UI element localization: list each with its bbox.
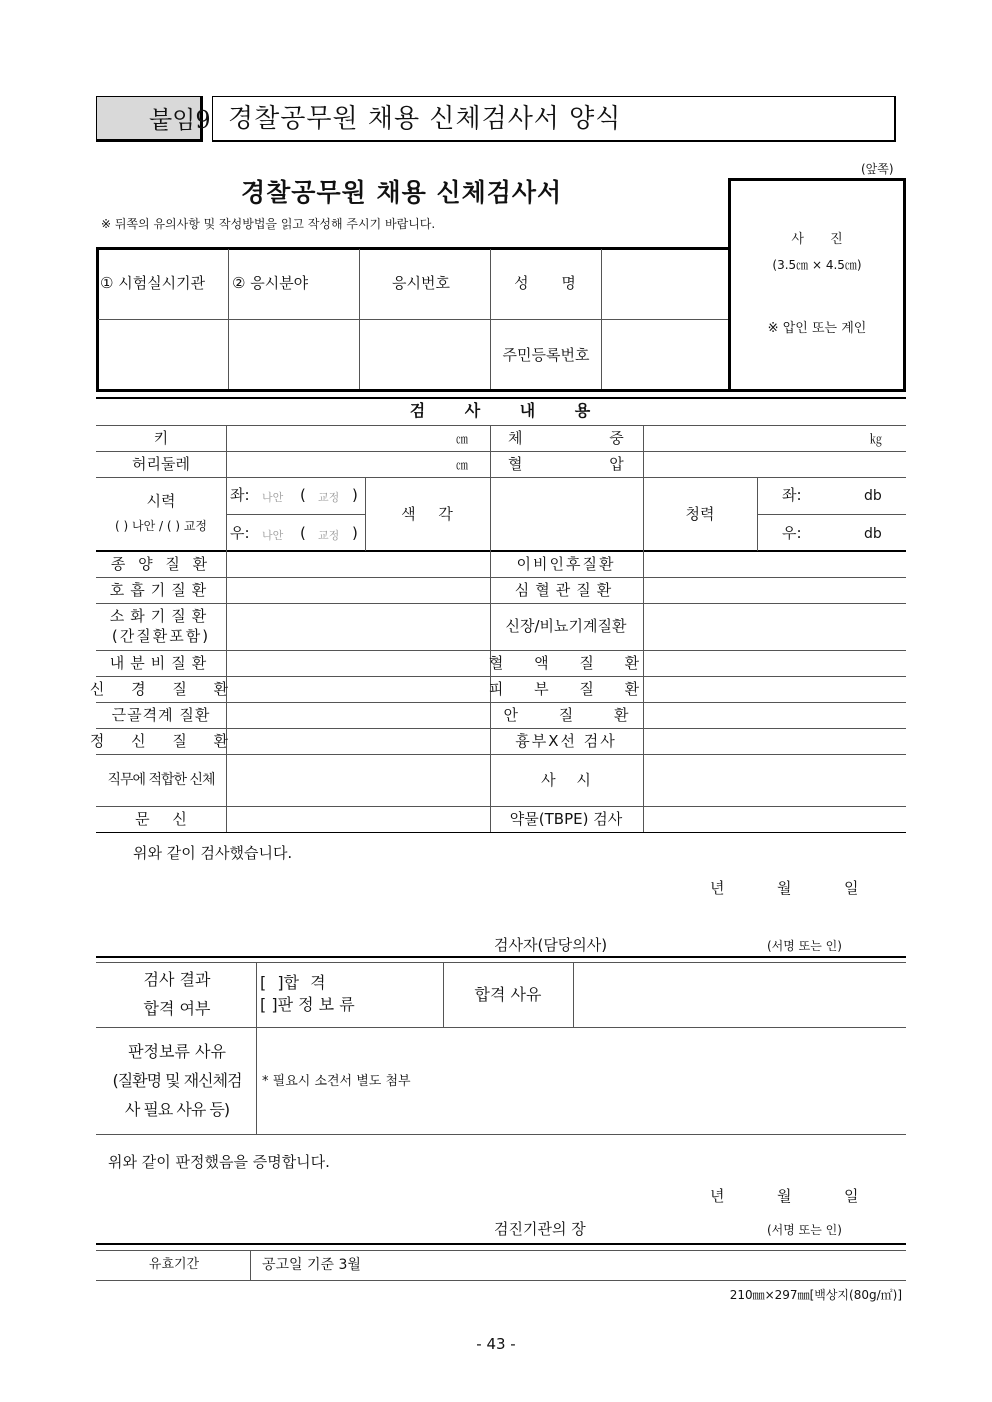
vision-left-corrected: 교정 <box>318 491 340 504</box>
vision-right-corrected: 교정 <box>318 529 340 542</box>
examiner-label: 검사자(담당의사) <box>494 936 608 954</box>
pass-reason-label: 합격 사유 <box>474 985 542 1004</box>
row-endocrine-label: 내분비질환 <box>109 654 213 672</box>
vision-left-close-paren: ) <box>352 486 358 504</box>
hearing-label: 청력 <box>685 505 715 523</box>
row-cardio-label: 심혈관질환 <box>514 581 618 599</box>
date-month-2: 월 <box>777 1187 792 1205</box>
date-year-1: 년 <box>710 879 725 897</box>
photo-note: ※ 압인 또는 계인 <box>767 321 867 336</box>
hearing-right-label: 우: <box>782 524 802 542</box>
exam-agency-label: ① 시험실시기관 <box>100 274 206 292</box>
row-strabismus-label: 사 시 <box>541 771 591 789</box>
date-day-1: 일 <box>844 879 859 897</box>
option-hold[interactable]: [ ]판 정 보 류 <box>260 995 355 1014</box>
exam-field-label: ② 응시분야 <box>232 274 309 292</box>
page-number: - 43 - <box>476 1335 516 1353</box>
row-fit-body-label: 직무에 적합한 신체 <box>107 772 215 788</box>
color-vision-label: 색 각 <box>401 505 453 523</box>
row-digestive-sublabel: (간질환포함) <box>111 627 211 645</box>
vision-left-open-paren: ( <box>300 486 306 504</box>
date-month-1: 월 <box>777 879 792 897</box>
name-label: 성 명 <box>514 274 576 292</box>
examiner-sign-note: (서명 또는 인) <box>767 939 842 953</box>
result-label-1: 검사 결과 <box>143 970 211 989</box>
vision-sublabel: ( ) 나안 / ( ) 교정 <box>114 519 208 533</box>
option-pass[interactable]: [ ]합 격 <box>260 973 326 992</box>
photo-size: (3.5㎝ × 4.5㎝) <box>772 258 862 272</box>
vision-label: 시력 <box>146 492 176 510</box>
vision-left-label: 좌: <box>230 486 250 504</box>
row-neuro-label: 신 경 질 환 <box>89 680 233 698</box>
hold-reason-label-1: 판정보류 사유 <box>128 1042 226 1061</box>
weight-label: 체 중 <box>508 429 624 447</box>
hold-reason-label-2: (질환명 및 재신체검 <box>112 1071 242 1090</box>
date-year-2: 년 <box>710 1187 725 1205</box>
attachment-tag-label: 붙임9 <box>149 106 211 134</box>
vision-right-open-paren: ( <box>300 524 306 542</box>
vision-right-close-paren: ) <box>352 524 358 542</box>
head-sign-note: (서명 또는 인) <box>767 1223 842 1237</box>
validity-label: 유효기간 <box>148 1257 200 1272</box>
blood-pressure-label: 혈 압 <box>508 455 624 473</box>
photo-box <box>728 178 906 392</box>
paper-spec: 210㎜×297㎜[백상지(80g/㎡)] <box>729 1288 902 1302</box>
hold-reason-note: * 필요시 소견서 별도 첨부 <box>262 1074 411 1089</box>
exam-section-title: 검 사 내 용 <box>409 401 591 420</box>
hearing-left-unit: db <box>864 488 882 504</box>
vision-right-label: 우: <box>230 524 250 542</box>
result-label-2: 합격 여부 <box>143 999 211 1018</box>
row-tattoo-label: 문 신 <box>135 810 187 828</box>
head-label: 검진기관의 장 <box>494 1220 586 1238</box>
row-renal-label: 신장/비뇨기계질환 <box>505 617 627 635</box>
row-ent-label: 이비인후질환 <box>516 555 616 573</box>
hearing-right-unit: db <box>864 526 882 542</box>
row-tumor-label: 종 양 질 환 <box>110 555 212 573</box>
front-side-note: (앞쪽) <box>861 162 894 176</box>
row-chest-xray-label: 흉부X선 검사 <box>515 732 617 750</box>
row-mental-label: 정 신 질 환 <box>89 732 233 750</box>
row-skin-label: 피 부 질 환 <box>488 680 644 698</box>
weight-unit: ㎏ <box>870 432 883 446</box>
vision-left-naked: 나안 <box>262 491 284 504</box>
hearing-left-label: 좌: <box>782 486 802 504</box>
row-musculoskeletal-label: 근골격계 질환 <box>111 706 211 724</box>
row-drug-test-label: 약물(TBPE) 검사 <box>509 810 623 828</box>
hold-reason-label-3: 사 필요 사유 등) <box>124 1100 230 1119</box>
waist-label: 허리둘레 <box>132 455 190 473</box>
waist-unit: ㎝ <box>456 458 469 472</box>
exam-number-label: 응시번호 <box>392 274 450 292</box>
row-blood-label: 혈 액 질 환 <box>488 654 644 672</box>
row-respiratory-label: 호흡기질환 <box>109 581 213 599</box>
certify-statement: 위와 같이 판정했음을 증명합니다. <box>108 1153 330 1171</box>
exam-statement: 위와 같이 검사했습니다. <box>133 844 293 862</box>
form-title: 경찰공무원 채용 신체검사서 <box>241 178 563 207</box>
resident-number-label: 주민등록번호 <box>502 346 590 364</box>
row-digestive-label: 소화기질환 <box>109 607 213 625</box>
height-unit: ㎝ <box>456 432 469 446</box>
form-instruction: ※ 뒤쪽의 유의사항 및 작성방법을 읽고 작성해 주시기 바랍니다. <box>101 217 436 231</box>
date-day-2: 일 <box>844 1187 859 1205</box>
photo-label: 사 진 <box>791 232 843 247</box>
validity-value: 공고일 기준 3월 <box>262 1257 361 1273</box>
vision-right-naked: 나안 <box>262 529 284 542</box>
row-eye-label: 안 질 환 <box>503 706 629 724</box>
height-label: 키 <box>153 429 169 447</box>
header-title: 경찰공무원 채용 신체검사서 양식 <box>228 104 622 134</box>
